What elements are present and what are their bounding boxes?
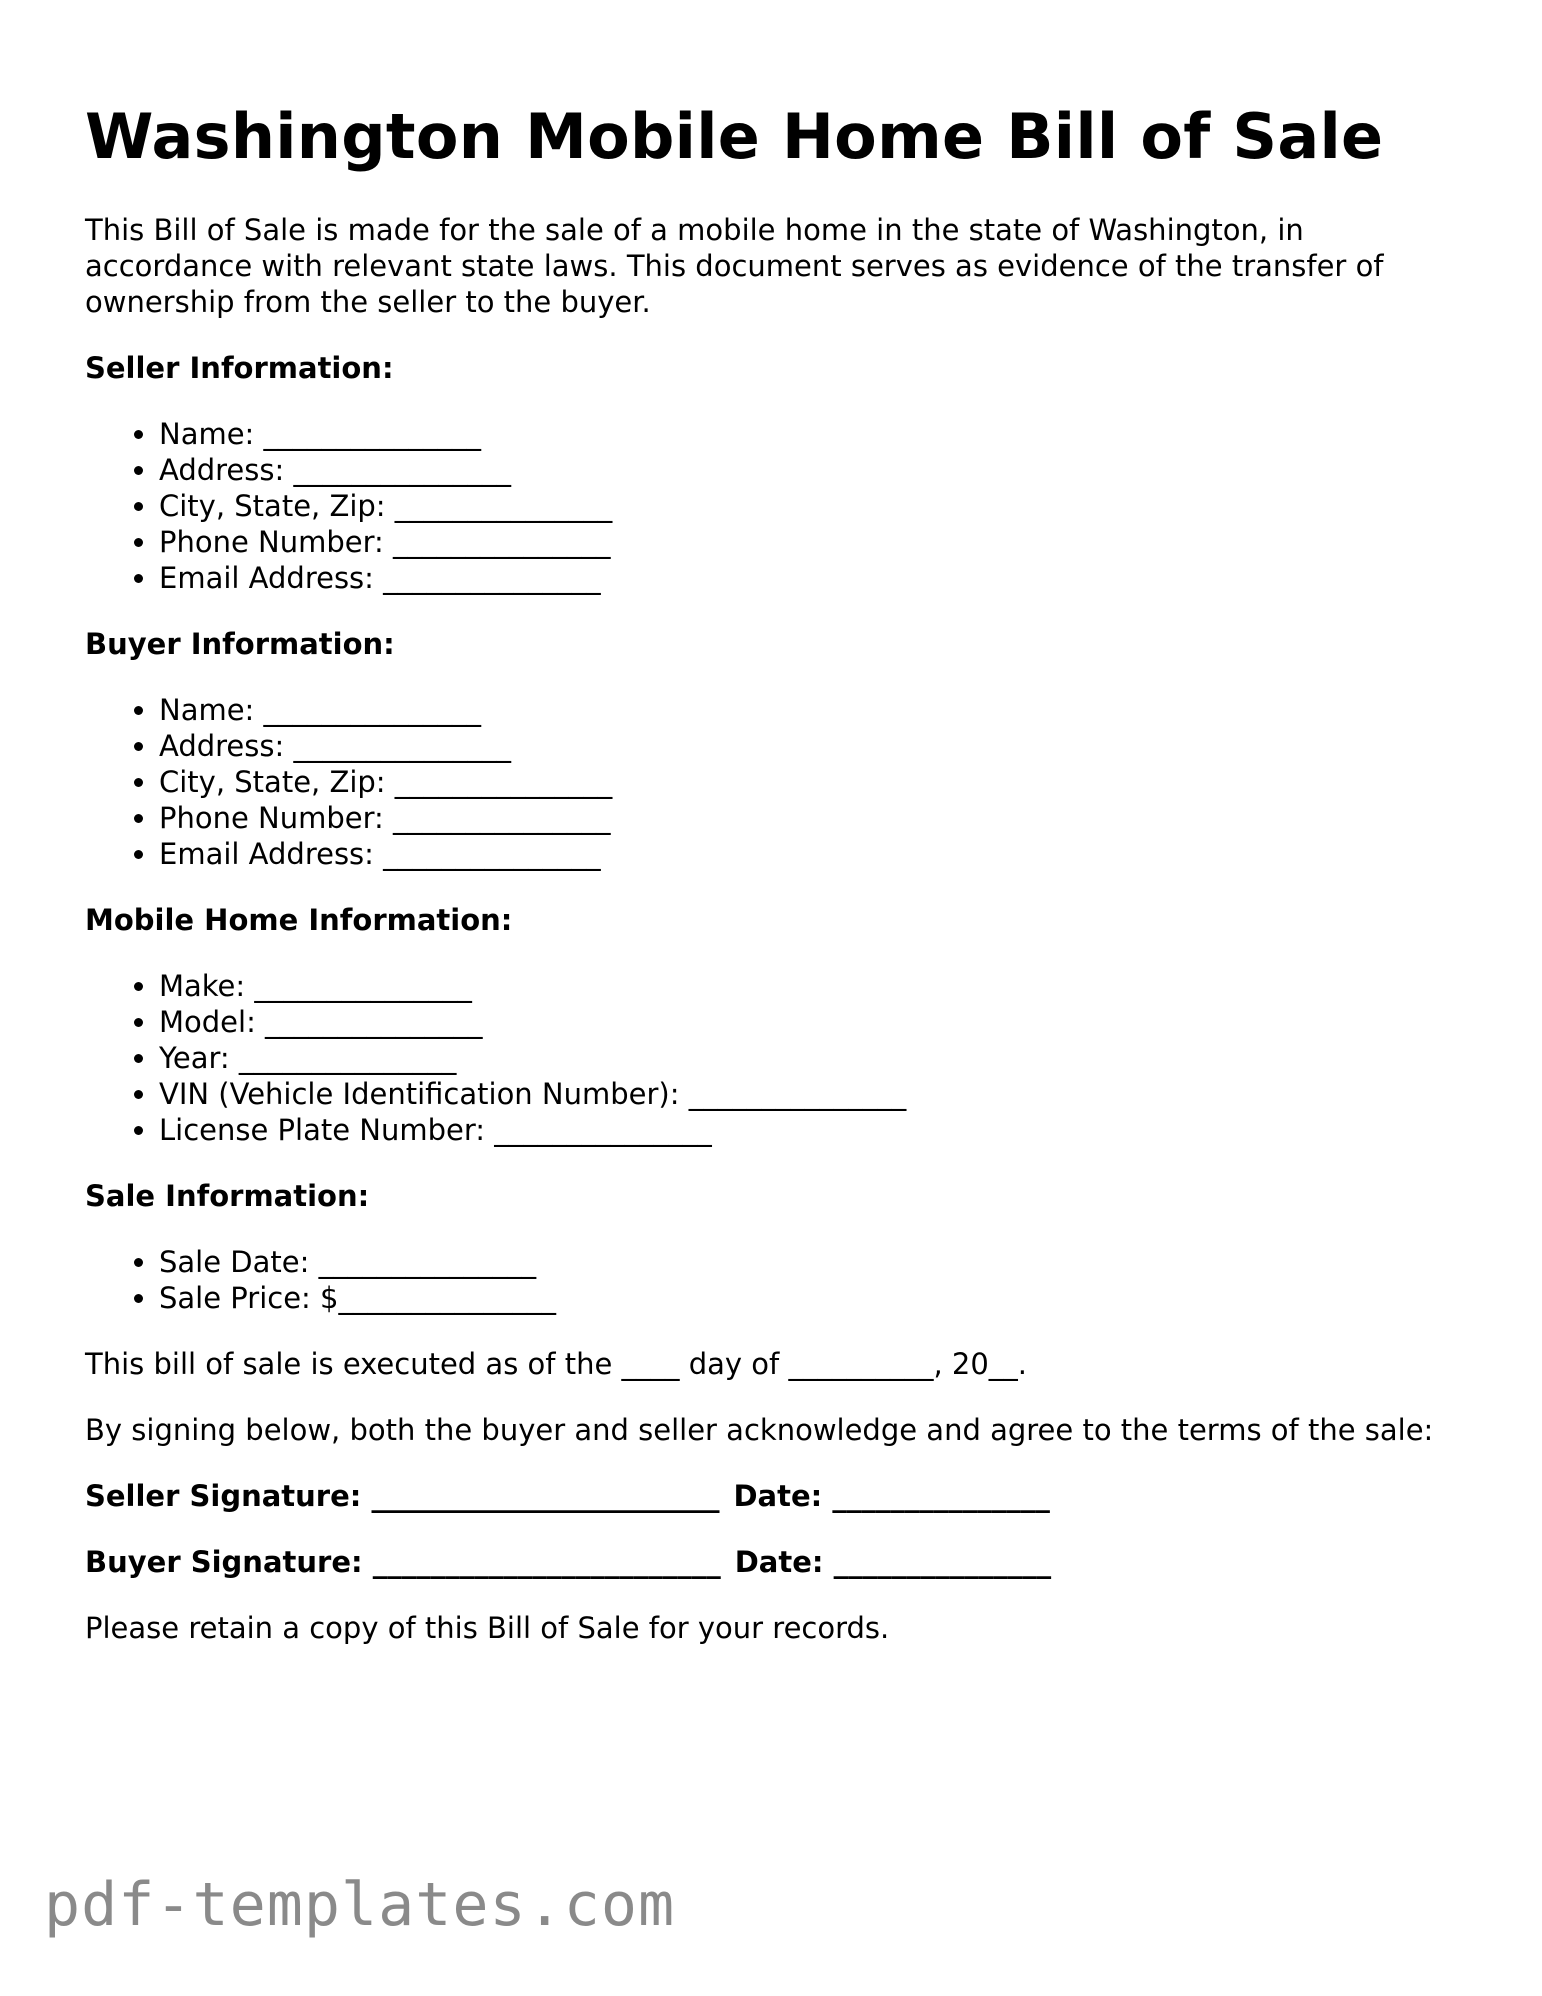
buyer-section-heading: Buyer Information: [85, 627, 395, 662]
document-title: Washington Mobile Home Bill of Sale [85, 100, 1384, 173]
seller-email-field: • Email Address: _______________ [159, 560, 1465, 596]
mobile-home-info-list [85, 968, 1465, 1148]
buyer-address-field: • Address: _______________ [159, 728, 1465, 764]
sale-section-heading: Sale Information: [85, 1179, 370, 1214]
executed-statement: This bill of sale is executed as of the ____ day of __________, 20__. [85, 1347, 1028, 1382]
mobile-home-make-field: • Make: _______________ [159, 968, 1465, 1004]
buyer-name-field: • Name: _______________ [159, 692, 1465, 728]
intro-paragraph: This Bill of Sale is made for the sale of a mobile home in the state of Washington, in accordance with relevant state laws. This document serves as evidence of the transfer of ownership from the seller to the buyer. [85, 213, 1384, 320]
seller-info-list [85, 416, 1465, 596]
watermark-text: pdf-templates.com [44, 1870, 676, 1940]
document-page [85, 100, 1465, 1676]
seller-signature-date: Date: _______________ [733, 1479, 1050, 1514]
buyer-phone-field: • Phone Number: _______________ [159, 800, 1465, 836]
seller-signature-label: Seller Signature: ________________________ [85, 1479, 720, 1514]
mobile-home-section-heading: Mobile Home Information: [85, 903, 513, 938]
mobile-home-year-field: • Year: _______________ [159, 1040, 1465, 1076]
closing-statement: Please retain a copy of this Bill of Sale for your records. [85, 1611, 890, 1646]
seller-city-state-zip-field: • City, State, Zip: _______________ [159, 488, 1465, 524]
sale-date-field: • Sale Date: _______________ [159, 1244, 1465, 1280]
mobile-home-vin-field: • VIN (Vehicle Identification Number): _______________ [159, 1076, 1465, 1112]
sale-price-field: • Sale Price: $_______________ [159, 1280, 1465, 1316]
sale-info-list [85, 1244, 1465, 1316]
seller-address-field: • Address: _______________ [159, 452, 1465, 488]
buyer-city-state-zip-field: • City, State, Zip: _______________ [159, 764, 1465, 800]
seller-name-field: • Name: _______________ [159, 416, 1465, 452]
buyer-signature-date: Date: _______________ [734, 1545, 1052, 1580]
buyer-signature-line [85, 1544, 1465, 1580]
seller-section-heading: Seller Information: [85, 351, 394, 386]
buyer-signature-label: Buyer Signature: ________________________ [85, 1545, 721, 1580]
seller-signature-line [85, 1478, 1465, 1514]
buyer-info-list [85, 692, 1465, 872]
buyer-email-field: • Email Address: _______________ [159, 836, 1465, 872]
mobile-home-plate-field: • License Plate Number: _______________ [159, 1112, 1465, 1148]
acknowledge-statement: By signing below, both the buyer and seller acknowledge and agree to the terms of the sale: [85, 1413, 1434, 1448]
mobile-home-model-field: • Model: _______________ [159, 1004, 1465, 1040]
seller-phone-field: • Phone Number: _______________ [159, 524, 1465, 560]
